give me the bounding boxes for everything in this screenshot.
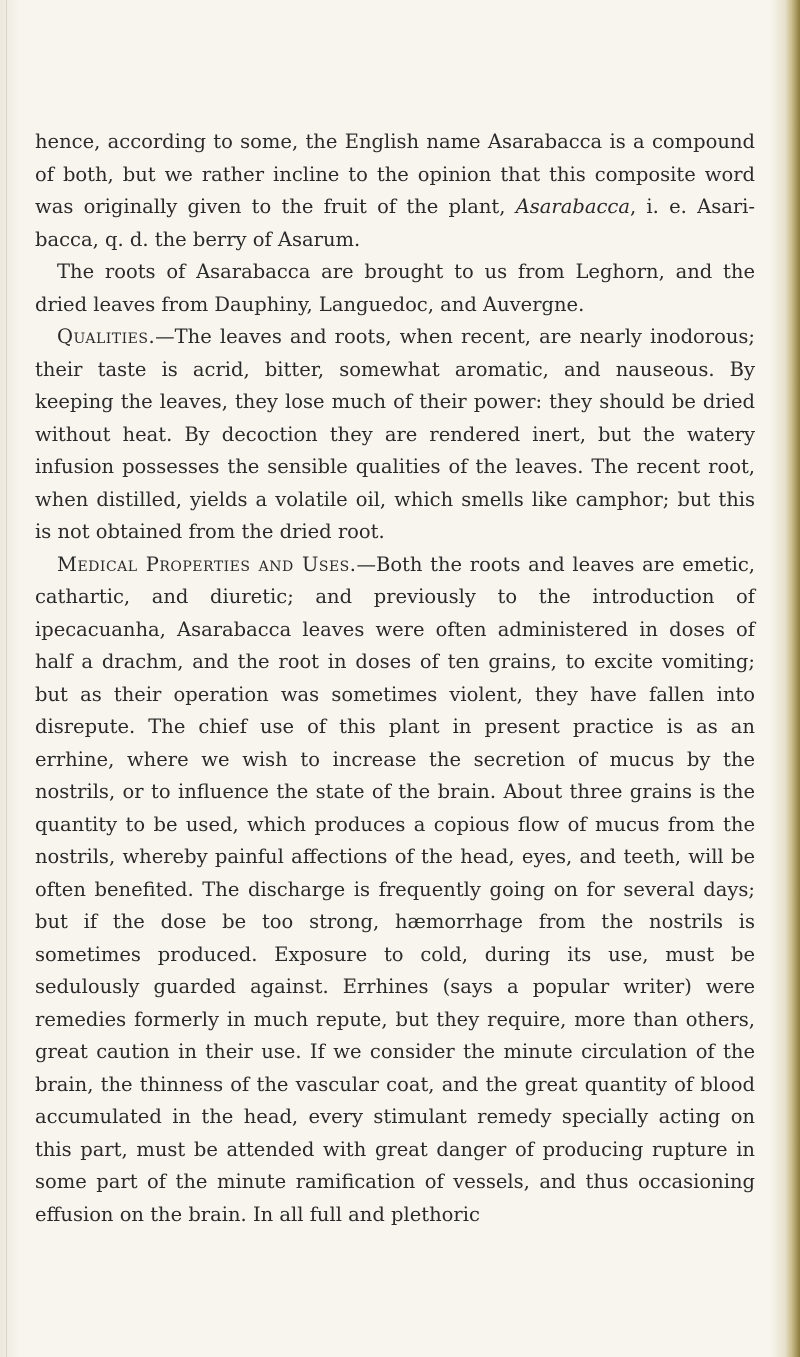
paragraph-qualities <box>35 321 755 549</box>
text-run: —The leaves and roots, when recent, are nearly inodorous; their taste is acrid, bitter, somewhat aromatic, and nauseous. By keeping the leaves, they lose much of their power: they should be dried without heat. By decoction they are rendered inert, but the watery infusion possesses the sensible qualities of the leaves. The recent root, when distilled, yields a volatile oil, which smells like camphor; but this is not obtained from the dried root. <box>35 325 755 543</box>
paragraph-origin <box>35 256 755 321</box>
page-edge-rule <box>6 0 7 1357</box>
text-run: , i. e. Asari-bacca, q. d. the berry of Asarum. <box>35 195 755 251</box>
paragraph-etymology <box>35 126 755 256</box>
section-heading-qualities: Qualities. <box>57 325 156 348</box>
body-text <box>35 126 755 1231</box>
text-run: —Both the roots and leaves are emetic, cathartic, and diuretic; and previously to the introduction of ipecacuanha, Asarabacca leaves were often administered in doses of half a drachm, and the root in doses of ten grains, to excite vomiting; but as their operation was sometimes violent, they have fallen into disrepute. The chief use of this plant in present practice is as an errhine, where we wish to increase the secretion of mucus by the nostrils, or to influence the state of the brain. About three grains is the quantity to be used, which produces a copious flow of mucus from the nostrils, whereby painful affections of the head, eyes, and teeth, will be often benefited. The discharge is frequently going on for several days; but if the dose be too strong, hæmorrhage from the nostrils is sometimes produced. Exposure to cold, during its use, must be sedulously guarded against. Errhines (says a popular writer) were remedies formerly in much repute, but they require, more than others, great caution in their use. If we consider the minute circulation of the brain, the thinness of the vascular coat, and the great quantity of blood accumulated in the head, every stimulant remedy specially acting on this part, must be attended with great danger of producing rupture in some part of the minute ramification of vessels, and thus occasioning effusion on the brain. In all full and plethoric <box>35 552 755 1226</box>
italic-term: Asarabacca <box>515 195 630 218</box>
text-run: hence, according to some, the English name Asarabacca is a compound of both, but we rather incline to the opinion that this composite word was originally given to the fruit of the plant, <box>35 130 755 218</box>
section-heading-medical: Medical Properties and Uses. <box>57 552 357 576</box>
paragraph-medical-uses <box>35 549 755 1232</box>
text-run: The roots of Asarabacca are brought to us from Leghorn, and the dried leaves from Dauphiny, Languedoc, and Auvergne. <box>35 260 755 316</box>
